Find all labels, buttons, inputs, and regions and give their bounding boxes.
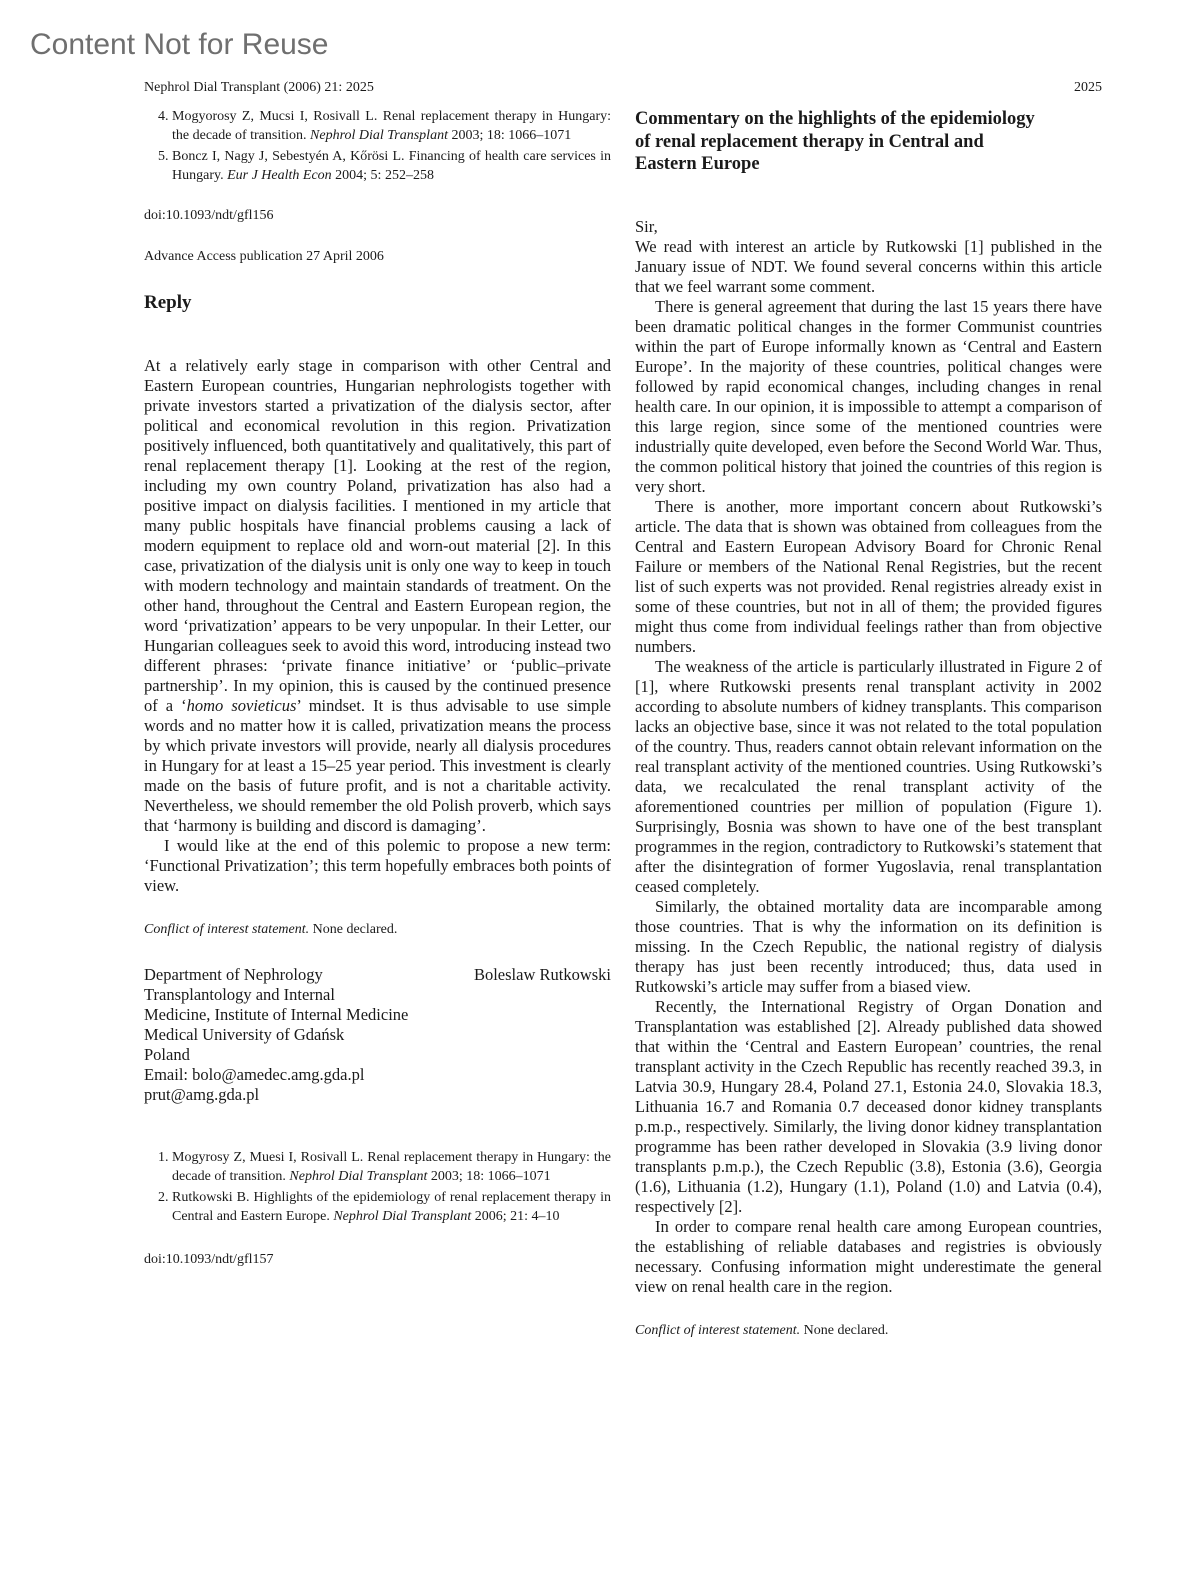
reference-item: 1. Mogyrosy Z, Muesi I, Rosivall L. Renal replacement therapy in Hungary: the decade of transition. Nephrol Dial Transplant 2003; 18: 1066–1071: [172, 1149, 611, 1186]
paragraph: There is general agreement that during the last 15 years there have been dramatic political changes in the former Communist countries within the part of Europe informally known as ‘Central and Eastern Europe’. In the majority of these countries, political changes were followed by rapid economical changes, including changes in renal health care. In our opinion, it is impossible to attempt a comparison of this large region, since some of the mentioned countries were industrially quite developed, even before the Second World War. Thus, the common political history that joined the countries of this region is very short.: [635, 296, 1102, 496]
left-column: [144, 108, 611, 1269]
right-column: [635, 108, 1102, 1339]
paragraph: In order to compare renal health care among European countries, the establishing of reliable databases and registries is obviously necessary. Confusing information might underestimate the general view on renal health care in the region.: [635, 1216, 1102, 1296]
advance-access: Advance Access publication 27 April 2006: [144, 249, 384, 264]
commentary-title: Commentary on the highlights of the epidemiology of renal replacement therapy in Central and Eastern Europe: [635, 109, 1035, 174]
reference-item: 4. Mogyorosy Z, Mucsi I, Rosivall L. Renal replacement therapy in Hungary: the decade of transition. Nephrol Dial Transplant 2003; 18: 1066–1071: [172, 108, 611, 145]
reference-item: 5. Boncz I, Nagy J, Sebestyén A, Kőrösi L. Financing of health care services in Hungary. Eur J Health Econ 2004; 5: 252–258: [172, 148, 611, 185]
paragraph: The weakness of the article is particularly illustrated in Figure 2 of [1], where Rutkowski presents renal transplant activity in 2002 according to absolute numbers of kidney transplants. This comparison lacks an objective base, since it was not related to the total population of the country. Thus, readers cannot obtain relevant information on the real transplant activity of the mentioned countries. Using Rutkowski’s data, we recalculated the renal transplant activity of the aforementioned countries per million of population (Figure 1). Surprisingly, Bosnia was shown to have one of the best transplant programmes in the region, contradictory to Rutkowski’s statement that after the disintegration of former Yugoslavia, renal transplantation ceased completely.: [635, 656, 1102, 896]
salutation: Sir,: [635, 216, 658, 236]
author-name: Boleslaw Rutkowski: [473, 965, 611, 984]
conflict-of-interest: Conflict of interest statement. None declared.: [144, 922, 398, 937]
reference-item: 2. Rutkowski B. Highlights of the epidemiology of renal replacement therapy in Central and Eastern Europe. Nephrol Dial Transplant 2006; 21: 4–10: [172, 1189, 611, 1226]
paragraph: Similarly, the obtained mortality data are incomparable among those countries. That is why the information on its definition is missing. In the Czech Republic, the national registry of dialysis therapy has just been recently introduced; thus, data used in Rutkowski’s article may suffer from a biased view.: [635, 896, 1102, 996]
page-number: 2025: [1074, 80, 1102, 95]
reference-list-bottom: [144, 1149, 611, 1226]
author-address: Department of Nephrology Transplantology and Internal Medicine, Institute of Internal Medicine Medical University of Gdańsk Poland Email: bolo@amedec.amg.gda.pl prut@amg.gda.pl Boleslaw Rutkowski: [144, 965, 611, 1104]
reference-list-top: [144, 108, 611, 185]
paragraph: There is another, more important concern about Rutkowski’s article. The data that is shown was obtained from colleagues from the Central and Eastern European Advisory Board for Chronic Renal Failure or members of the National Renal Registries, but the recent list of such experts was not provided. Renal registries already exist in some of these countries, but not in all of them; the provided figures might thus come from individual feelings rather than from objective numbers.: [635, 496, 1102, 656]
conflict-of-interest: Conflict of interest statement. None declared.: [635, 1322, 889, 1338]
paragraph: We read with interest an article by Rutkowski [1] published in the January issue of NDT. We found several concerns within this article that we feel warrant some comment.: [635, 236, 1102, 296]
reply-body: [144, 356, 611, 896]
commentary-body: [635, 217, 1102, 1297]
journal-citation: Nephrol Dial Transplant (2006) 21: 2025: [144, 80, 374, 95]
running-head: [144, 80, 1102, 96]
paragraph: Recently, the International Registry of Organ Donation and Transplantation was established [2]. Already published data showed that within the ‘Central and Eastern European’ countries, the renal transplant activity in the Czech Republic has recently reached 39.3, in Latvia 30.9, Hungary 28.4, Poland 27.1, Estonia 24.0, Slovakia 18.3, Lithuania 16.7 and Romania 0.7 deceased donor kidney transplants p.m.p., respectively. Similarly, the living donor kidney transplantation programme has been rather developed in Slovakia (3.9 living donor transplants p.m.p.), the Czech Republic (3.8), Estonia (3.6), Georgia (1.6), Lithuania (1.2), Hungary (1.1), Poland (1.0) and Latvia (0.4), respectively [2].: [635, 996, 1102, 1216]
doi: doi:10.1093/ndt/gfl156: [144, 208, 274, 223]
paragraph: I would like at the end of this polemic to propose a new term: ‘Functional Privatization’; this term hopefully embraces both points of view.: [144, 836, 611, 895]
doi: doi:10.1093/ndt/gfl157: [144, 1252, 274, 1267]
reply-title: Reply: [144, 292, 192, 313]
watermark: Content Not for Reuse: [30, 28, 329, 61]
paragraph: At a relatively early stage in comparison with other Central and Eastern European countries, Hungarian nephrologists together with private investors started a privatization of the dialysis sector, after political and economical revolution in this region. Privatization positively influenced, both quantitatively and qualitatively, this part of renal replacement therapy [1]. Looking at the rest of the region, including my own country Poland, privatization has also had a positive impact on dialysis facilities. I mentioned in my article that many public hospitals have financial problems causing a lack of modern equipment to replace old and worn-out material [2]. In this case, privatization of the dialysis unit is only one way to keep in touch with modern technology and maintain standards of treatment. On the other hand, throughout the Central and Eastern European region, the word ‘privatization’ appears to be very unpopular. In their Letter, our Hungarian colleagues seek to avoid this word, introducing instead two different phrases: ‘private finance initiative’ or ‘public–private partnership’. In my opinion, this is caused by the continued presence of a ‘homo sovieticus’ mindset. It is thus advisable to use simple words and no matter how it is called, privatization means the process by which private investors will provide, nearly all dialysis procedures in Hungary for at least a 15–25 year period. This investment is clearly made on the basis of future profit, and is not a charitable activity. Nevertheless, we should remember the old Polish proverb, which says that ‘harmony is building and discord is damaging’.: [144, 356, 611, 835]
